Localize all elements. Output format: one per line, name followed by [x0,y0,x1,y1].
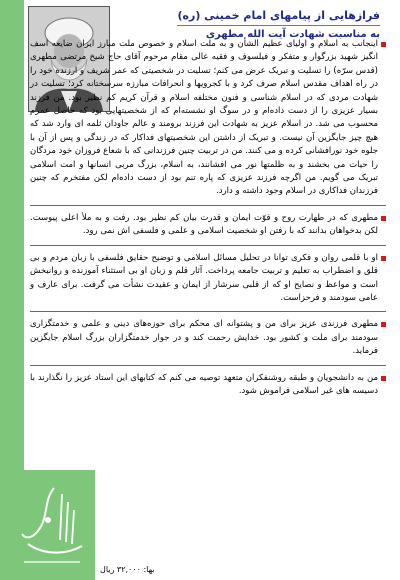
quote-paragraph [30,252,386,306]
quotes-body [30,38,386,398]
divider [30,311,386,312]
quote-text: من به دانشجویان و طبقه روشنفکران متعهد توصیه می کنم که کتابهای این استاد عزیز را نگذارند با دسیسه های غیر اسلامی فراموش شود. [30,372,378,396]
quote-text: او با قلمی روان و فکری توانا در تحلیل مسائل اسلامی و توضیح حقایق فلسفی با زبان مردم و بی قلق و اضطراب به تعلیم و تربیت جامعه پرداخت. آثار قلم و زبان او بی استثناء آموزنده و روانبخش است و مواعظ و نصایح او که از قلبی سرشار از ایمان و عقیدت نشأت می گرفت. برای عارف و عامی سودمند و فرحزاست. [30,252,378,303]
price-label: بها: ۳۲,۰۰۰ ریال [100,565,155,574]
bullet-square-icon [381,216,386,221]
bullet-square-icon [381,42,386,47]
poster-subtitle: به مناسبت شهادت آیت الله مطهری [205,29,380,40]
poster-header [130,4,380,42]
divider [30,245,386,246]
publisher-calligraphy-logo [14,480,90,572]
quote-paragraph [30,318,386,358]
bullet-square-icon [381,322,386,327]
quote-text: مطهری فرزندی عزیز برای من و پشتوانه ای محکم برای حوزه‌های دینی و علمی و خدمتگزاری سودمند برای ملت و کشور بود. خدایش رحمت کند و در جوار خدمتگزاران بزرگ اسلام جایگزین فرماید. [30,319,378,357]
quote-text: اینجانب به اسلام و اولیای عظیم الشأن و به ملت اسلام و خصوص ملت مبارز ایران ضایعه اسف انگیز شهید بزرگوار و متفکر و فیلسوف و فقیه عالی مقام مرحوم آقای حاج شیخ مرتضی مطهری (قدس سرّه) را تسلیت و تبریک عرض می کنم؛ تسلیت در شخصیتی که عمر شریف و ارزنده خود را در راه اهداف مقدس اسلام صرف کرد و با کجرویها و انحرافات مبارزه سرسختانه کرد؛ تسلیت در شهادت مردی که در اسلام شناسی و فنون مختلفه اسلام و قرآن کریم کم نظیر بود. من فرزند بسیار عزیزی را از دست داده‌ام و در سوگ او نشسته‌ام که از شخصیتهایی بود که حاصل عمرم محسوب می شد. در اسلام عزیز به شهادت این فرزند برومند و عالم جاودان ثلمه ای وارد شد که هیچ چیز جایگزین آن نیست. و تبریک از داشتن این شخصیتهای فداکار که در زندگی و پس از آن با جلوه خود نورافشانی کرده و می کنند. من در تربیت چنین فرزندانی که با شعاع فروزان خود مردگان را حیات می بخشند و به ظلمتها نور می افشانند، به اسلام، بزرگ مربی انسانها و امت اسلامی تبریک می گویم. من اگرچه فرزند عزیزی که پاره تنم بود از دست داده‌ام لکن مفتخرم که چنین فرزندان فداکاری در اسلام وجود داشته و دارد. [30,39,378,197]
bullet-square-icon [381,376,386,381]
quote-paragraph [30,212,386,239]
poster-title: فرازهایی از پیامهای امام خمینی (ره) [177,8,380,26]
bullet-square-icon [381,256,386,261]
quote-paragraph [30,38,386,199]
divider [30,205,386,206]
quote-paragraph [30,372,386,399]
divider [30,365,386,366]
quote-text: مطهری که در طهارت روح و قوّت ایمان و قدرت بیان کم نظیر بود. رفت و به ملأ اعلی پیوست. لکن بدخواهان بدانند که با رفتن او شخصیت اسلامی و علمی و فلسفی اش نمی رود. [30,212,378,237]
